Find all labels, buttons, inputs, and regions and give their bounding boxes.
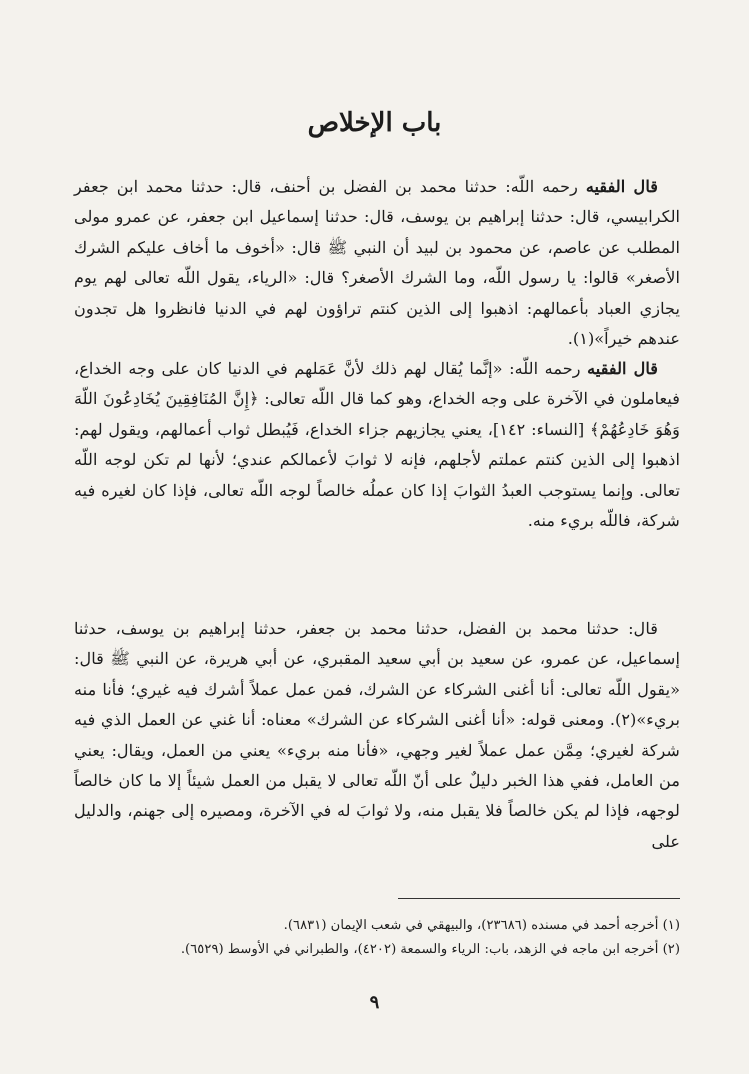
footnote-1: (١) أخرجه أحمد في مسنده (٢٣٦٨٦)، والبيهقي في شعب الإيمان (٦٨٣١). — [283, 918, 680, 933]
chapter-title: باب الإخلاص — [307, 108, 442, 138]
paragraph-3: قال: حدثنا محمد بن الفضل، حدثنا محمد بن جعفر، حدثنا إبراهيم بن يوسف، حدثنا إسماعيل، عن عمرو، عن سعيد بن أبي سعيد المقبري، عن أبي هريرة، عن النبي ﷺ قال: «يقول اللّه تعالى: أنا أغنى الشركاء عن الشرك، فمن عمل عملاً أشرك فيه غيري؛ فأنا منه بريء»(٢). ومعنى قوله: «أنا أغنى الشركاء عن الشرك» معناه: أنا غني عن العمل الذي فيه شركة لغيري؛ مِمَّن عمل عملاً لغير وجهي، «فأنا منه بريء» يعني من العمل، ويقال: يعني من العامل، ففي هذا الخبر دليلٌ على أنّ اللّه تعالى لا يقبل من العمل شيئاً إلا ما كان خالصاً لوجهه، فإذا لم يكن خالصاً فلا يقبل منه، ولا ثوابَ له في الآخرة، ومصيره إلى جهنم، والدليل على — [74, 619, 680, 851]
footnote-2: (٢) أخرجه ابن ماجه في الزهد، باب: الرياء والسمعة (٤٢٠٢)، والطبراني في الأوسط (٦٥٢٩). — [180, 942, 680, 957]
paragraph-1 — [74, 172, 680, 354]
main-text — [74, 172, 680, 354]
main-text-2 — [74, 354, 680, 536]
main-text-3 — [74, 614, 680, 857]
paragraph-1-text: رحمه اللّه: حدثنا محمد بن الفضل بن أحنف، قال: حدثنا محمد ابن جعفر الكرابيسي، قال: حدثنا إبراهيم بن يوسف، قال: حدثنا إسماعيل ابن جعفر، عن عمرو مولى المطلب عن عاصم، عن محمود بن لبيد أن النبي ﷺ قال: «أخوف ما أخاف عليكم الشرك الأصغر» قالوا: يا رسول اللّه، وما الشرك الأصغر؟ قال: «الرياء، يقول اللّه تعالى لهم يوم يجازي العباد بأعمالهم: اذهبوا إلى الذين كنتم تراؤون لهم في الدنيا فانظروا هل تجدون عندهم خيراً»(١). — [74, 177, 680, 349]
paragraph-1-lead: قال الفقيه — [585, 177, 658, 196]
paragraph-2-lead: قال الفقيه — [587, 359, 659, 378]
paragraph-2-text: رحمه اللّه: «إنَّما يُقال لهم ذلك لأنَّ عَمَلهم في الدنيا كان على وجه الخداع، فيعاملون في الآخرة على وجه الخداع، وهو كما قال اللّه تعالى: ﴿إِنَّ المُنَافِقِينَ يُخَادِعُونَ اللّهَ وَهُوَ خَادِعُهُمْ﴾ [النساء: ١٤٢]، يعني يجازيهم جزاء الخداع، فَيُبطل ثواب أعمالهم، ويقول لهم: اذهبوا إلى الذين كنتم عملتم لأجلهم، فإنه لا ثوابَ لأعمالكم عندي؛ لأنها لم تكن لوجه اللّه تعالى. وإنما يستوجب العبدُ الثوابَ إذا كان عملُه خالصاً لوجه اللّه تعالى، فإذا كان لغيره فيه شركة، فاللّه بريء منه. — [74, 359, 680, 531]
footnotes — [74, 914, 680, 962]
page-number: ٩ — [369, 992, 380, 1013]
paragraph-2 — [74, 354, 680, 536]
footnote-separator — [398, 898, 680, 899]
